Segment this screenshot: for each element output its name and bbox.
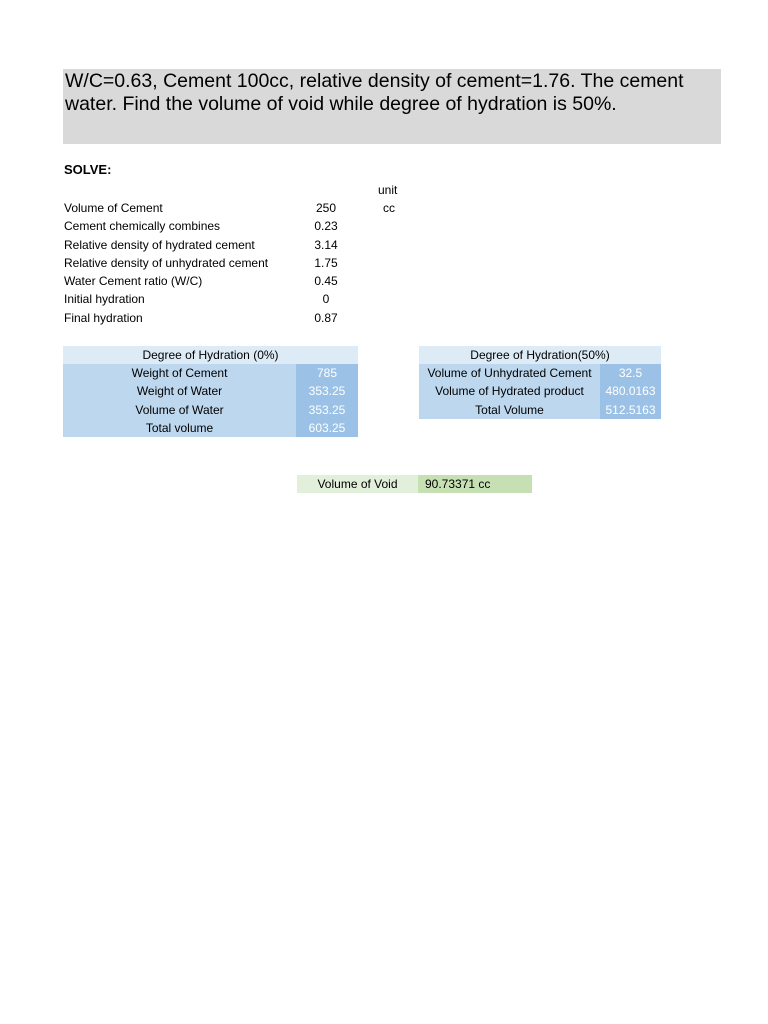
volume-of-void — [297, 475, 532, 493]
table-row-value[interactable]: 512.5163 — [600, 401, 661, 419]
table-row-label: Weight of Water — [63, 382, 296, 400]
parameter-value[interactable]: 0.45 — [314, 274, 338, 289]
parameter-label: Volume of Cement — [64, 201, 163, 215]
void-value[interactable]: 90.73371 cc — [418, 475, 532, 493]
parameter-label: Relative density of unhydrated cement — [64, 255, 269, 270]
unit-value: cc — [383, 201, 395, 215]
parameter-value[interactable]: 0.87 — [314, 310, 338, 325]
table-row-value[interactable]: 353.25 — [296, 401, 358, 419]
table-row-value[interactable]: 32.5 — [600, 364, 661, 382]
table-row-value[interactable]: 603.25 — [296, 419, 358, 437]
table-row-label: Volume of Hydrated product — [419, 382, 600, 400]
table-row — [63, 401, 358, 419]
table-row — [419, 382, 661, 400]
parameter-label: Cement chemically combines — [64, 219, 221, 234]
hydration-50-header: Degree of Hydration(50%) — [419, 346, 661, 364]
hydration-0-header: Degree of Hydration (0%) — [63, 346, 358, 364]
table-row-value[interactable]: 353.25 — [296, 382, 358, 400]
table-row-label: Total volume — [63, 419, 296, 437]
parameter-value[interactable]: 250 — [315, 201, 337, 215]
problem-statement — [63, 69, 721, 144]
table-row-label: Volume of Water — [63, 401, 296, 419]
problem-line-1: W/C=0.63, Cement 100cc, relative density of cement=1.76. The cement — [65, 70, 684, 92]
table-row-label: Volume of Unhydrated Cement — [419, 364, 600, 382]
table-row — [63, 419, 358, 437]
table-row — [419, 401, 661, 419]
parameter-value[interactable]: 0.23 — [314, 219, 338, 234]
table-row — [63, 382, 358, 400]
solve-heading: SOLVE: — [64, 162, 112, 177]
hydration-0-table — [63, 346, 358, 437]
parameter-label: Water Cement ratio (W/C) — [64, 274, 203, 289]
unit-header: unit — [378, 183, 398, 197]
table-row-value[interactable]: 785 — [296, 364, 358, 382]
parameter-value[interactable]: 1.75 — [314, 255, 338, 270]
parameter-label: Final hydration — [64, 310, 143, 325]
table-row-label: Weight of Cement — [63, 364, 296, 382]
parameter-label: Relative density of hydrated cement — [64, 237, 255, 252]
table-row-label: Total Volume — [419, 401, 600, 419]
table-row-value[interactable]: 480.0163 — [600, 382, 661, 400]
table-row — [419, 364, 661, 382]
hydration-50-table — [419, 346, 661, 419]
parameter-value[interactable]: 0 — [322, 292, 330, 307]
parameter-label: Initial hydration — [64, 292, 145, 307]
parameter-value[interactable]: 3.14 — [314, 237, 338, 252]
problem-line-2: water. Find the volume of void while degree of hydration is 50%. — [65, 93, 617, 115]
void-label: Volume of Void — [297, 475, 418, 493]
table-row — [63, 364, 358, 382]
